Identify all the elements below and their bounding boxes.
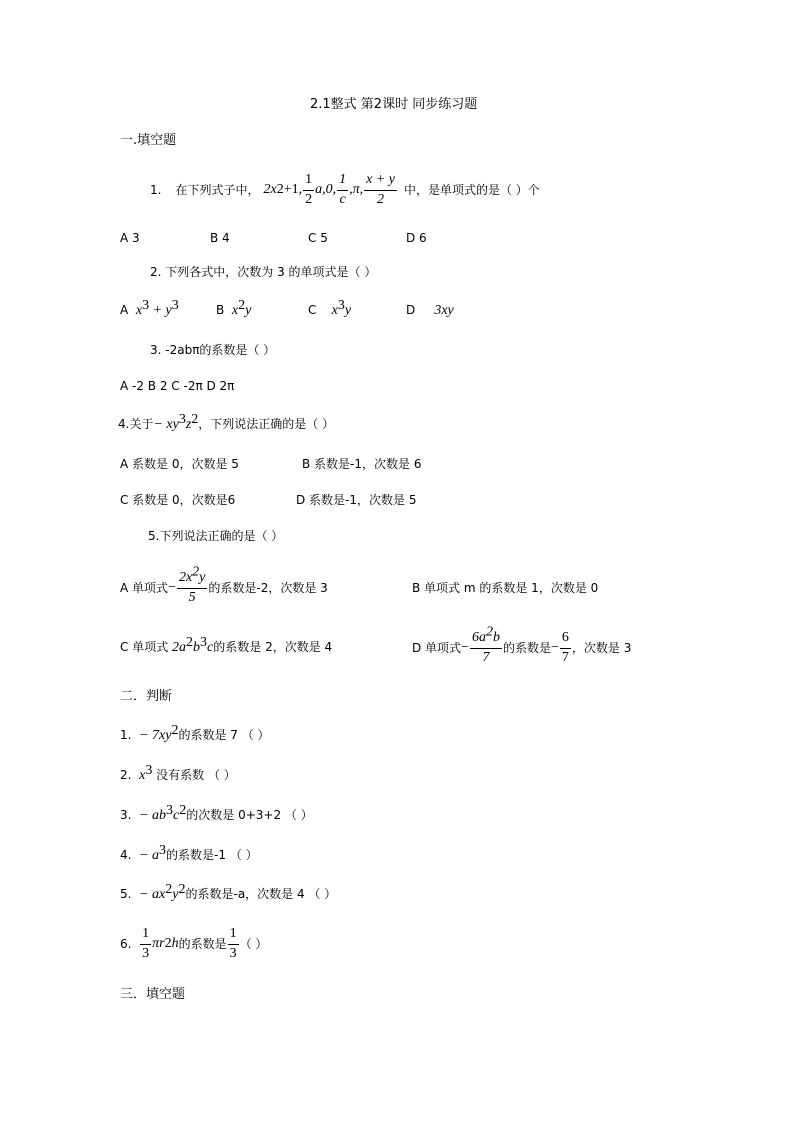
page-title: 2.1整式 第2课时 同步练习题 — [310, 97, 478, 112]
fraction: $\frac{x + y}{2}$ — [366, 172, 395, 207]
q4-option-a: A 系数是 0，次数是 5 — [120, 457, 239, 471]
q1-number: 1. — [150, 183, 162, 197]
q5-option-d: D 单项式 − $\frac{6a^2b}{7}$ 的系数是 − $\frac{6}{7}$ ，次数是 3 — [412, 624, 632, 665]
q1-option-a: A 3 — [120, 231, 140, 245]
fraction: $\frac{6}{7}$ — [561, 630, 569, 665]
fraction: $\frac{1}{2}$ — [305, 172, 313, 207]
judge-item-1: 1. − $7xy^2$的系数是 7 （ ） — [120, 723, 270, 743]
q2-option-a: A $x^3 + y^3$ — [120, 298, 179, 318]
section-heading-judge: 二．判断 — [120, 689, 173, 704]
q1-option-c: C 5 — [308, 231, 328, 245]
q2-option-c: C $x^3y$ — [308, 298, 352, 318]
judge-item-5: 5. − $ax^2y^2$的系数是-a，次数是 4 （ ） — [120, 882, 337, 902]
fraction: $\frac{1}{3}$ — [142, 926, 150, 961]
q1-text-before: 在下列式子中， — [175, 183, 260, 197]
fraction: $\frac{2x^2y}{5}$ — [178, 564, 206, 605]
judge-item-6: 6. $\frac{1}{3}$ πr 2 h 的系数是 $\frac{1}{3}$ （ ） — [120, 926, 268, 961]
q3-text: 3. -2abπ的系数是（ ） — [150, 343, 276, 357]
q4-text: 4.关于− $xy^3z^2$，下列说法正确的是（ ） — [118, 412, 335, 432]
judge-item-3: 3. − $ab^3c^2$的次数是 0+3+2 （ ） — [120, 803, 313, 823]
q2-option-d: D 3xy — [406, 303, 454, 318]
section-heading-fill-2: 三．填空题 — [120, 987, 186, 1002]
q1-option-b: B 4 — [210, 231, 230, 245]
q5-option-a: A 单项式 − $\frac{2x^2y}{5}$ 的系数是-2，次数是 3 — [120, 564, 328, 605]
fraction: $\frac{1}{3}$ — [229, 926, 237, 961]
q2-text: 2. 下列各式中，次数为 3 的单项式是（ ） — [150, 265, 377, 279]
judge-item-4: 4. − $a^3$的系数是-1 （ ） — [120, 843, 258, 863]
section-heading-fill: 一.填空题 — [120, 133, 177, 148]
q2-option-b: B $x^2y$ — [216, 298, 252, 318]
q5-option-c: C 单项式 $2a^2b^3c$的系数是 2，次数是 4 — [120, 635, 333, 655]
q4-option-d: D 系数是-1，次数是 5 — [296, 493, 417, 507]
fraction: $\frac{6a^2b}{7}$ — [471, 624, 500, 665]
q1-line — [150, 170, 540, 210]
q1-text-after: 中，是单项式的是（ ）个 — [403, 183, 540, 197]
q5-option-b: B 单项式 m 的系数是 1，次数是 0 — [412, 581, 599, 595]
q4-option-b: B 系数是-1，次数是 6 — [302, 457, 422, 471]
judge-item-2: 2. $x^3$ 没有系数 （ ） — [120, 763, 236, 783]
q1-option-d: D 6 — [406, 231, 427, 245]
q4-option-c: C 系数是 0，次数是6 — [120, 493, 236, 507]
q5-text: 5.下列说法正确的是（ ） — [148, 529, 284, 543]
q1-expression: 2x 2 +1, $\frac{1}{2}$ a,0, $\frac{1}{c}$ ,π, $\frac{x + y}{2}$ — [263, 172, 395, 207]
q3-options: A -2 B 2 C -2π D 2π — [120, 379, 235, 393]
fraction: $\frac{1}{c}$ — [339, 172, 347, 207]
